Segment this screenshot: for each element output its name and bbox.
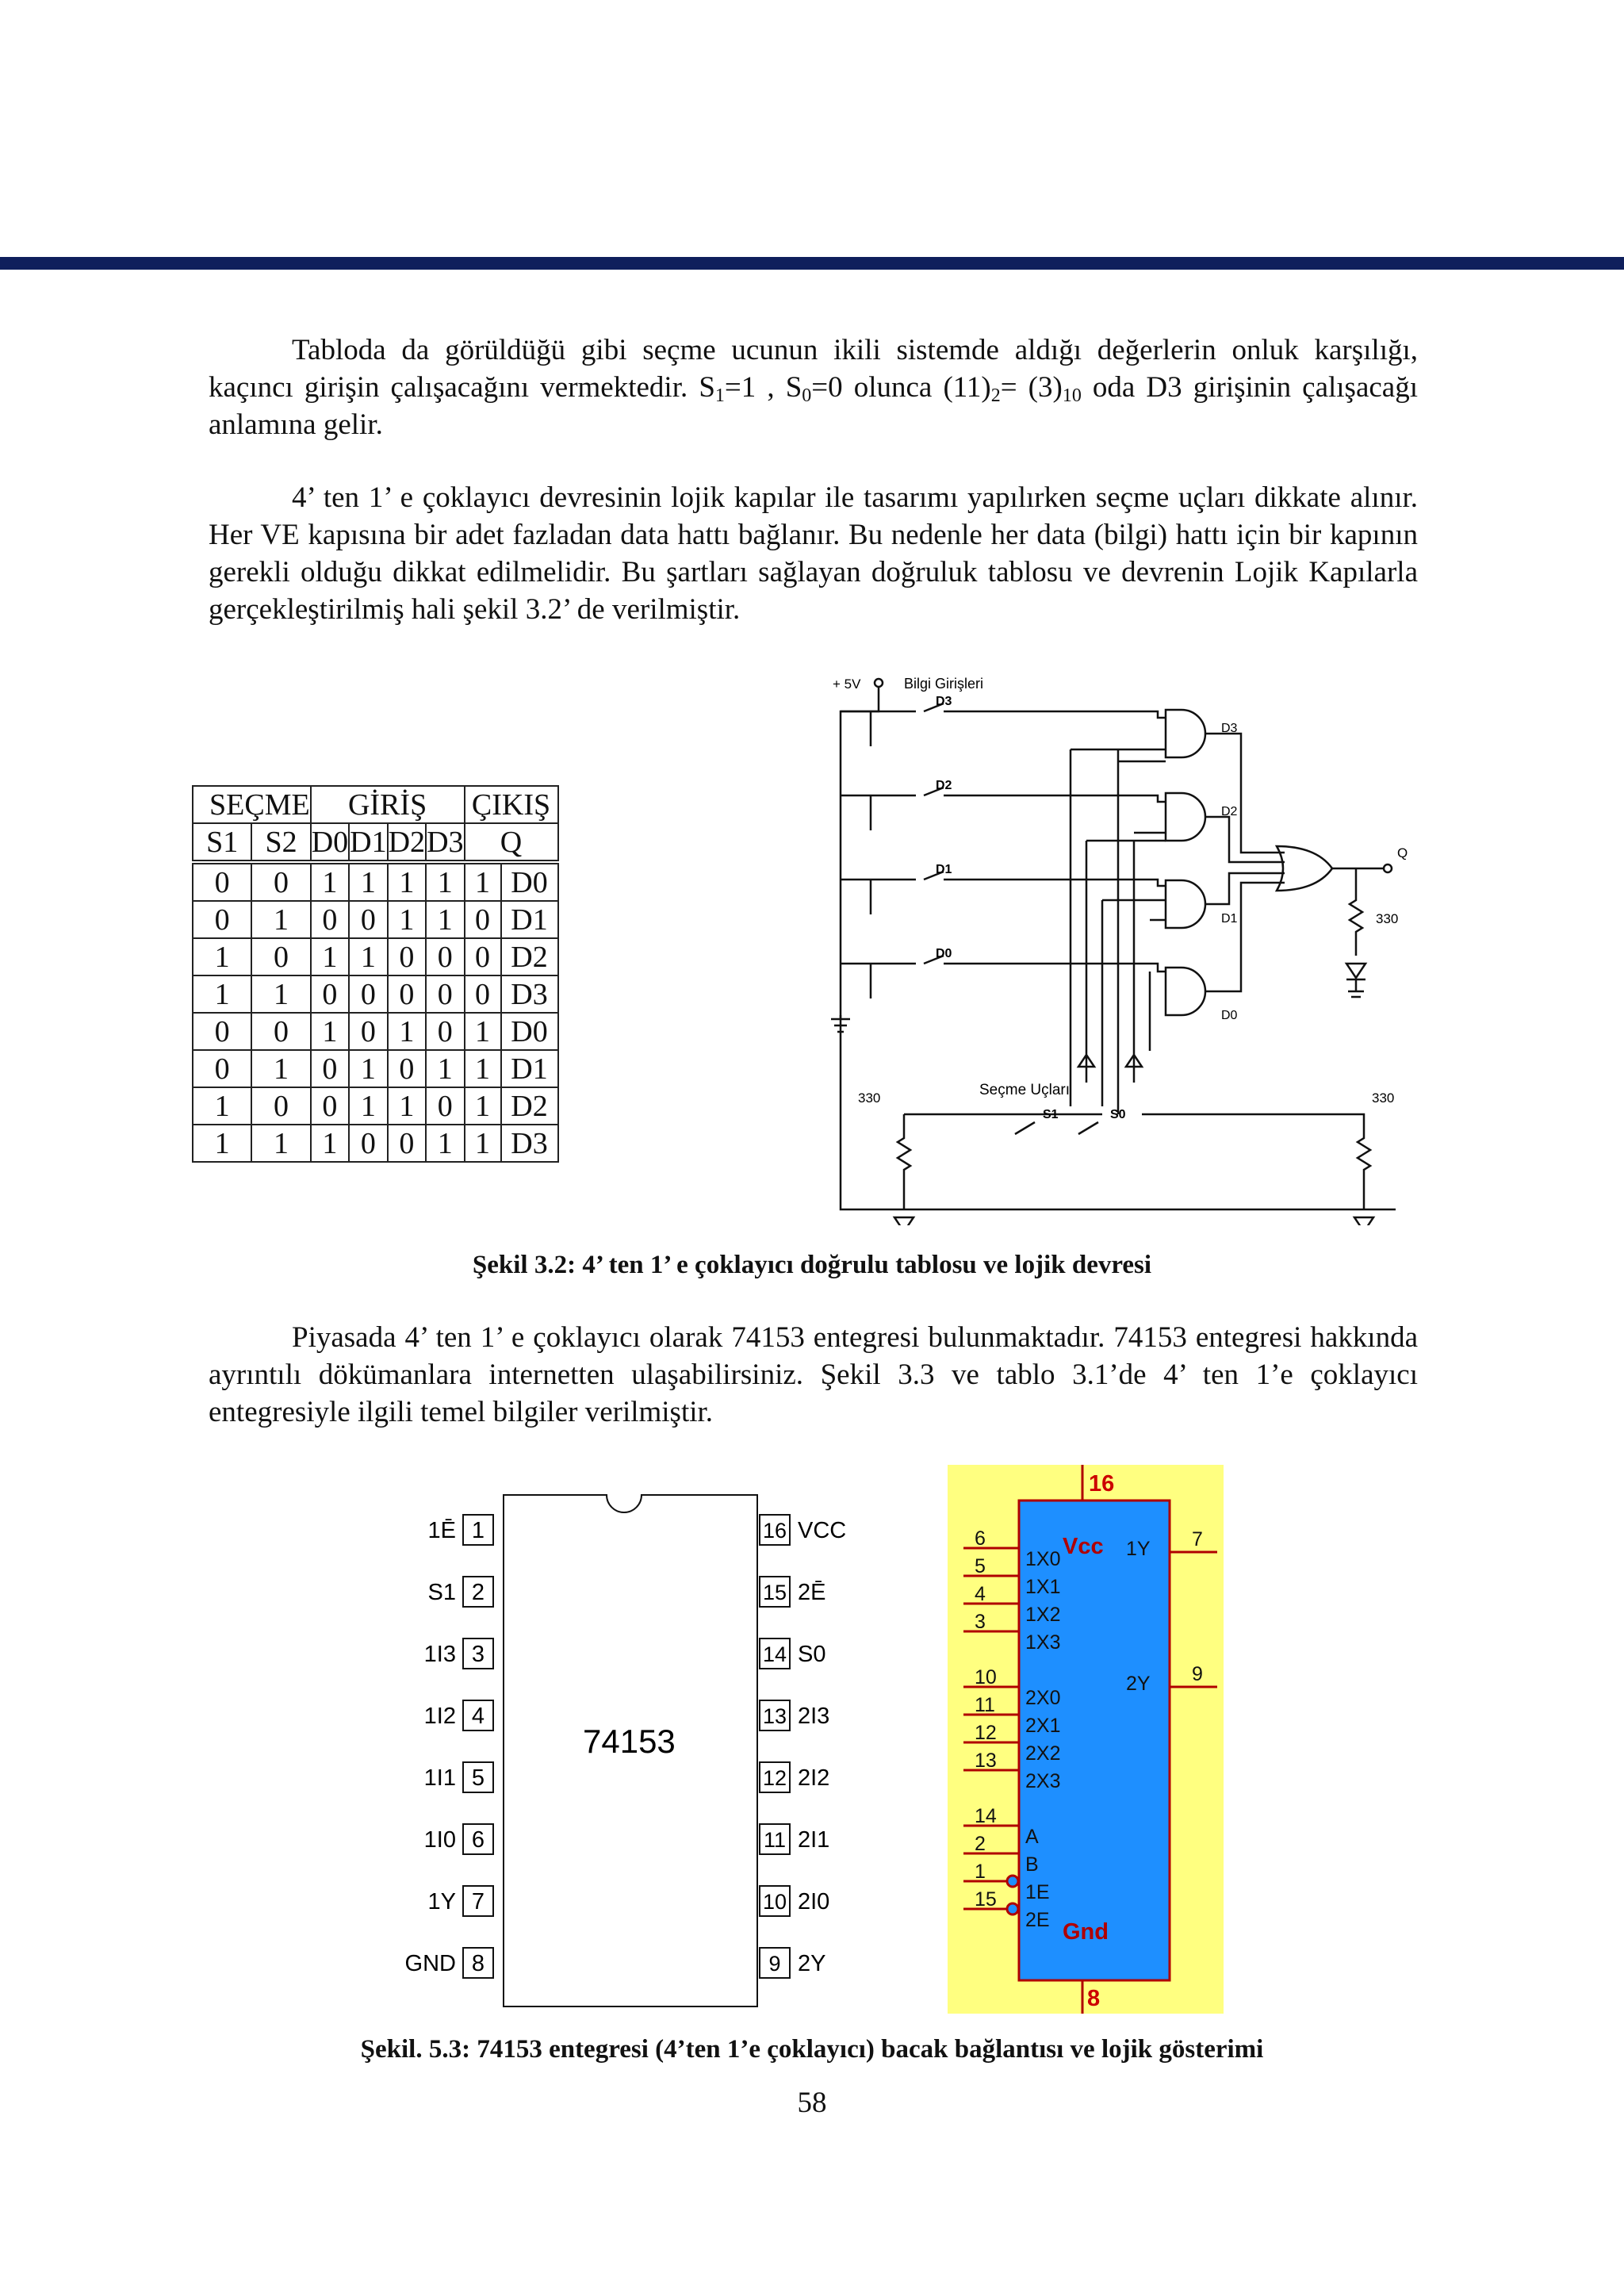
logic-input-number: 10 — [975, 1666, 997, 1688]
truth-table-cell: D0 — [501, 862, 558, 901]
gate-label-d1: D1 — [1221, 912, 1238, 926]
logic-input-name: 1X0 — [1025, 1548, 1061, 1570]
figure-caption-3-2: Şekil 3.2: 4’ ten 1’ e çoklayıcı doğrulu tablosu ve lojik devresi — [472, 1251, 1152, 1279]
gate-label-d3: D3 — [1221, 722, 1238, 735]
truth-table-cell: 1 — [426, 1125, 464, 1162]
pin-name: 2I0 — [798, 1889, 830, 1914]
truth-table-cell: 0 — [311, 1087, 349, 1125]
truth-table-cell: 0 — [193, 901, 251, 938]
truth-table-cell: 0 — [349, 1125, 387, 1162]
truth-table-cell: 1 — [388, 1013, 426, 1050]
pin-name: 2I1 — [798, 1827, 830, 1853]
logic-input-number: 1 — [975, 1861, 986, 1883]
diode-right — [1078, 1051, 1094, 1083]
pin-name: 1I3 — [423, 1642, 456, 1667]
logic-input-name: 1X3 — [1025, 1631, 1061, 1654]
logic-symbol — [948, 1465, 1224, 2014]
truth-table-cell: 0 — [426, 938, 464, 975]
truth-table-cell: 0 — [465, 975, 501, 1013]
truth-table-row — [193, 975, 558, 1013]
logic-input-number: 4 — [975, 1583, 986, 1605]
logic-input-number: 11 — [975, 1694, 995, 1716]
right-resistor-label: 330 — [1372, 1090, 1395, 1106]
logic-input-number: 3 — [975, 1611, 986, 1633]
logic-input-number: 13 — [975, 1750, 997, 1772]
truth-table-cell: 0 — [349, 975, 387, 1013]
multiplexer-circuit — [825, 670, 1427, 1225]
inputs-label: Bilgi Girişleri — [904, 676, 984, 692]
truth-table-cell: 0 — [426, 1087, 464, 1125]
truth-table-cell: 0 — [388, 1125, 426, 1162]
truth-table-cell: 1 — [311, 862, 349, 901]
pin-name: 2I2 — [798, 1765, 830, 1791]
gate-label-d2: D2 — [1221, 805, 1238, 818]
intro-paragraph-2: 4’ ten 1’ e çoklayıcı devresinin lojik kapılar ile tasarımı yapılırken seçme uçları dikkate alınır. Her VE kapısına bir adet fazladan data hattı bağlanır. Bu nedenle her data (bilgi) hattı için bir kapının gerekli olduğu dikkat edilmelidir. Bu şartları sağlayan doğruluk tablosu ve devrenin Lojik Kapılarla gerçekleştirilmiş hali şekil 3.2’ de verilmiştir. — [209, 481, 1418, 626]
logic-symbol-panel — [948, 1465, 1224, 2014]
pin-name: 2Y — [798, 1951, 826, 1976]
pin-name: 1I1 — [423, 1765, 456, 1791]
truth-table-cell: 1 — [388, 1087, 426, 1125]
supply-rail — [841, 687, 879, 1015]
resistor-right — [1142, 1114, 1370, 1209]
pin-name: 1I2 — [423, 1704, 456, 1729]
truth-table-cell: 1 — [465, 1013, 501, 1050]
truth-table-cell: 1 — [388, 862, 426, 901]
resistor-left — [898, 1114, 1102, 1209]
logic-output-number: 9 — [1192, 1663, 1203, 1685]
or-gate — [1277, 846, 1332, 891]
and-gate-d3 — [1166, 710, 1205, 757]
pin-name: 2Ē — [798, 1580, 826, 1605]
truth-table-cell: 0 — [349, 901, 387, 938]
pin-name: S1 — [427, 1580, 456, 1605]
left-resistor-label: 330 — [858, 1090, 881, 1106]
truth-table-cell: 0 — [426, 975, 464, 1013]
led-output — [1346, 964, 1365, 997]
pin-number: 7 — [471, 1889, 485, 1914]
switch-label-d1: D1 — [936, 863, 952, 876]
pin-number: 3 — [471, 1642, 485, 1667]
page-number: 58 — [797, 2087, 827, 2119]
truth-table-cell: 1 — [251, 1050, 310, 1087]
header-giriş: GİRİŞ — [311, 786, 465, 823]
select-label: Seçme Uçları — [979, 1082, 1071, 1098]
header-seçme: SEÇME — [193, 786, 311, 823]
switch-label-d2: D2 — [936, 779, 952, 792]
right-pins — [760, 1515, 846, 1978]
truth-table-row — [193, 938, 558, 975]
header-çıkış: ÇIKIŞ — [465, 786, 558, 823]
logic-pin-top: 16 — [1089, 1471, 1115, 1497]
truth-table-cell: 0 — [251, 1013, 310, 1050]
truth-table-cell: 1 — [349, 938, 387, 975]
truth-table-cell: 1 — [465, 862, 501, 901]
output-resistor-label: 330 — [1376, 911, 1399, 926]
pin-name: VCC — [798, 1518, 847, 1543]
pin-number: 2 — [471, 1580, 485, 1605]
select-s1-label: S1 — [1043, 1108, 1059, 1121]
logic-input-number: 5 — [975, 1555, 986, 1577]
logic-input-number: 2 — [975, 1833, 986, 1855]
select-s0-label: S0 — [1110, 1108, 1126, 1121]
logic-input-name: 2X1 — [1025, 1715, 1061, 1737]
logic-vcc-label: Vcc — [1063, 1534, 1104, 1559]
logic-output-number: 7 — [1192, 1528, 1203, 1550]
truth-table-cell: 0 — [311, 901, 349, 938]
pin-name: 1Y — [427, 1889, 456, 1914]
truth-table-cell: 1 — [311, 1125, 349, 1162]
truth-table-cell: D3 — [501, 975, 558, 1013]
truth-table-cell: 0 — [388, 1050, 426, 1087]
pin-number: 12 — [762, 1766, 787, 1790]
truth-table-cell: 1 — [193, 938, 251, 975]
pin-number: 5 — [471, 1765, 485, 1791]
switch-label-d0: D0 — [936, 947, 952, 960]
truth-table-cell: 0 — [251, 1087, 310, 1125]
logic-input-number: 15 — [975, 1888, 997, 1911]
pin-name: 1I0 — [423, 1827, 456, 1853]
truth-table-cell: 1 — [193, 1125, 251, 1162]
pin-number: 16 — [762, 1519, 787, 1543]
and-gate-d2 — [1166, 793, 1205, 841]
truth-table-cell: 1 — [426, 901, 464, 938]
truth-table-cell: 0 — [349, 1013, 387, 1050]
truth-table-cell: 0 — [193, 862, 251, 901]
truth-table-cell: 1 — [426, 1050, 464, 1087]
logic-input-name: 2X2 — [1025, 1742, 1061, 1765]
truth-table-cell: 1 — [251, 1125, 310, 1162]
paragraph-3: Piyasada 4’ ten 1’ e çoklayıcı olarak 74153 entegresi bulunmaktadır. 74153 entegresi hakkında ayrıntılı dökümanlara internetten ulaşabilirsiniz. Şekil 3.3 ve tablo 3.1’de 4’ ten 1’e çoklayıcı entegresiyle ilgili temel bilgiler verilmiştir. — [209, 1321, 1418, 1428]
truth-table-cell: 1 — [349, 862, 387, 901]
truth-table-cell: 1 — [465, 1050, 501, 1087]
diode-left — [1126, 1051, 1142, 1083]
resistor-output — [1350, 868, 1362, 956]
chip-name: 74153 — [583, 1723, 676, 1760]
truth-table-cell: 1 — [311, 938, 349, 975]
pin-name: 2I3 — [798, 1704, 830, 1729]
truth-table-cell: 1 — [426, 862, 464, 901]
pin-name: GND — [404, 1951, 456, 1976]
output-label: Q — [1397, 845, 1408, 860]
truth-table-cell: D1 — [501, 901, 558, 938]
truth-table-row — [193, 901, 558, 938]
led-right — [1354, 1217, 1373, 1225]
truth-table-cell: 1 — [251, 901, 310, 938]
header-d1: D1 — [349, 823, 387, 862]
logic-input-number: 12 — [975, 1722, 997, 1744]
header-s1: S1 — [193, 823, 251, 862]
logic-input-name: 2E — [1025, 1909, 1050, 1931]
header-q: Q — [465, 823, 558, 862]
inversion-bubble — [1007, 1903, 1018, 1914]
logic-input-number: 6 — [975, 1527, 986, 1550]
header-d2: D2 — [388, 823, 426, 862]
header-d0: D0 — [311, 823, 349, 862]
truth-table-row — [193, 1050, 558, 1087]
truth-table-cell: 1 — [465, 1087, 501, 1125]
figure-caption-5-3: Şekil. 5.3: 74153 entegresi (4’ten 1’e çoklayıcı) bacak bağlantısı ve lojik gösterimi — [360, 2035, 1264, 2064]
select-switches — [1015, 1122, 1098, 1134]
led-left — [894, 1217, 914, 1225]
pin-number: 6 — [471, 1827, 485, 1853]
truth-table-cell: 0 — [388, 975, 426, 1013]
truth-table-cell: D0 — [501, 1013, 558, 1050]
truth-table-cell: 0 — [311, 1050, 349, 1087]
truth-table-cell: 1 — [465, 1125, 501, 1162]
pin-name: 1Ē — [427, 1518, 456, 1543]
header-s2: S2 — [251, 823, 310, 862]
switch-label-d3: D3 — [936, 695, 952, 708]
pin-number: 11 — [763, 1828, 787, 1852]
truth-table-cell: 0 — [426, 1013, 464, 1050]
truth-table-cell: 0 — [251, 938, 310, 975]
truth-table-cell: 0 — [251, 862, 310, 901]
truth-table-row — [193, 1087, 558, 1125]
logic-pin-bottom: 8 — [1087, 1986, 1101, 2011]
supply-terminal — [875, 679, 883, 687]
truth-table-cell: 0 — [465, 938, 501, 975]
truth-table-row — [193, 862, 558, 901]
truth-table-cell: 0 — [193, 1013, 251, 1050]
logic-input-name: 2X3 — [1025, 1770, 1061, 1792]
truth-table-cell: D1 — [501, 1050, 558, 1087]
truth-table-cell: 1 — [193, 975, 251, 1013]
pin-number: 13 — [762, 1704, 787, 1728]
truth-table-cell: 1 — [193, 1087, 251, 1125]
and-gate-d0 — [1166, 968, 1205, 1015]
pin-number: 1 — [471, 1518, 485, 1543]
logic-input-name: 1X2 — [1025, 1604, 1061, 1626]
logic-input-name: 1X1 — [1025, 1576, 1061, 1598]
gate-label-d0: D0 — [1221, 1009, 1238, 1022]
pin-number: 9 — [768, 1952, 781, 1976]
logic-input-name: 1E — [1025, 1881, 1050, 1903]
truth-table-cell: 0 — [311, 975, 349, 1013]
truth-table-cell: D2 — [501, 1087, 558, 1125]
truth-table-cell: 1 — [349, 1050, 387, 1087]
logic-output-name: 1Y — [1126, 1538, 1151, 1560]
pin-number: 10 — [762, 1890, 787, 1914]
supply-label: + 5V — [833, 676, 861, 692]
truth-table-row — [193, 1125, 558, 1162]
truth-table-row — [193, 1013, 558, 1050]
pin-number: 15 — [762, 1581, 787, 1604]
pinout-diagram — [396, 1483, 864, 2022]
logic-input-name: A — [1025, 1826, 1039, 1848]
logic-output-name: 2Y — [1126, 1673, 1151, 1695]
header-d3: D3 — [426, 823, 464, 862]
logic-input-name: B — [1025, 1853, 1039, 1876]
output-terminal — [1384, 864, 1392, 872]
pin-number: 4 — [471, 1704, 485, 1729]
truth-table-cell: D2 — [501, 938, 558, 975]
intro-paragraph-1: Tabloda da görüldüğü gibi seçme ucunun ikili sistemde aldığı değerlerin onluk karşılığı, kaçıncı girişin çalışacağını vermektedir. $S_1=1$ , $S_0=0$ olunca $(11)_2= (3)_{10}$ oda D3 girişinin çalışacağı anlamına gelir. — [209, 334, 1419, 441]
truth-table-cell: 0 — [465, 901, 501, 938]
inversion-bubble — [1007, 1876, 1018, 1887]
truth-table-body — [193, 786, 558, 1162]
truth-table — [192, 785, 559, 1163]
truth-table-cell: 1 — [349, 1087, 387, 1125]
left-pins — [405, 1515, 493, 1978]
logic-input-number: 14 — [975, 1805, 997, 1827]
pin-number: 14 — [762, 1642, 787, 1666]
truth-table-cell: 0 — [388, 938, 426, 975]
truth-table-cell: 1 — [251, 975, 310, 1013]
pin-name: S0 — [798, 1642, 826, 1667]
and-gate-d1 — [1166, 880, 1205, 928]
logic-gnd-label: Gnd — [1063, 1919, 1109, 1945]
truth-table-cell: 1 — [388, 901, 426, 938]
header-rule — [0, 257, 1624, 270]
logic-input-name: 2X0 — [1025, 1687, 1061, 1709]
truth-table-cell: 1 — [311, 1013, 349, 1050]
pin-number: 8 — [471, 1951, 485, 1976]
truth-table-cell: 0 — [193, 1050, 251, 1087]
truth-table-cell: D3 — [501, 1125, 558, 1162]
